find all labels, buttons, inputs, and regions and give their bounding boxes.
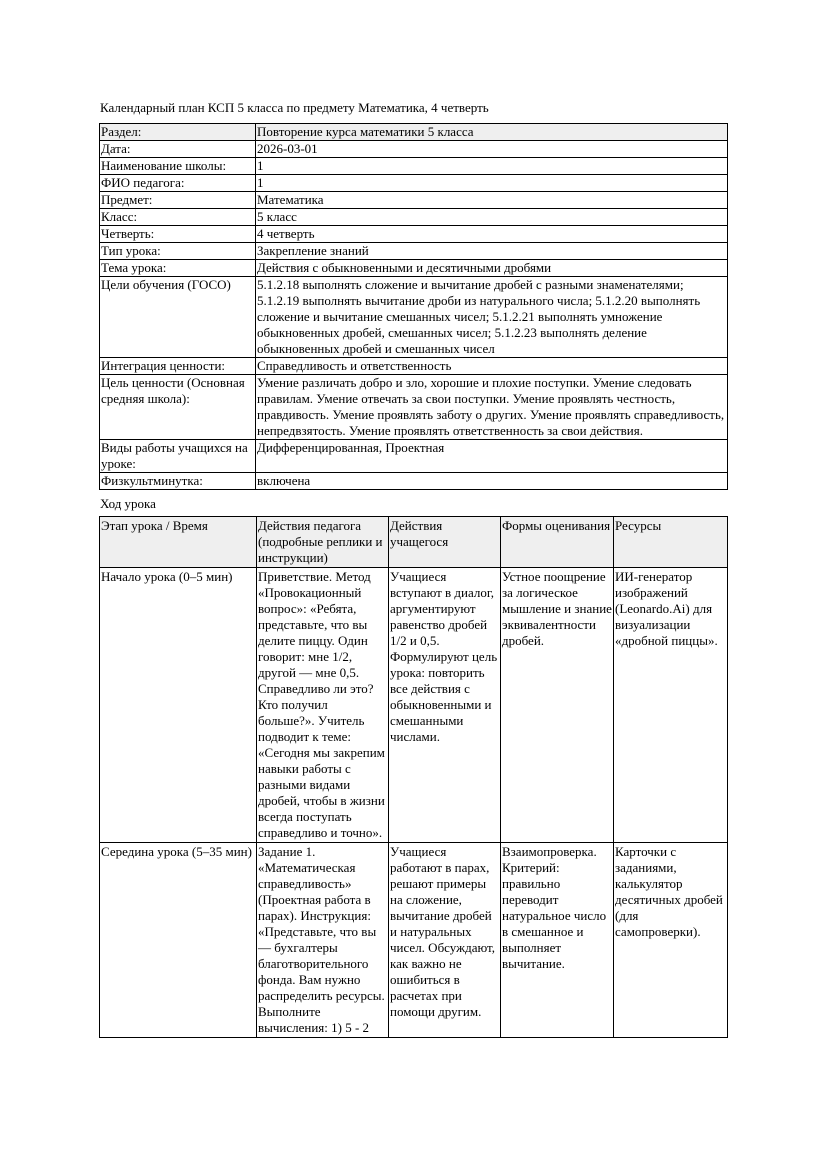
flow-cell-teacher: Приветствие. Метод «Провокационный вопрос»: «Ребята, представьте, что вы делите пиццу. Один говорит: мне 1/2, другой — мне 0,5. Справедливо ли это? Кто получил больше?». Учитель подводит к теме: «Сегодня мы закрепим навыки работы с разными видами дробей, чтобы в жизни всегда поступать справедливо и точно». <box>257 568 389 843</box>
info-label: Виды работы учащихся на уроке: <box>100 440 256 473</box>
info-row <box>100 175 728 192</box>
header-stage: Этап урока / Время <box>100 517 257 568</box>
info-row <box>100 158 728 175</box>
flow-cell-stage: Середина урока (5–35 мин) <box>100 843 257 1038</box>
info-row <box>100 375 728 440</box>
info-row <box>100 192 728 209</box>
info-value: 1 <box>256 175 728 192</box>
flow-cell-stage: Начало урока (0–5 мин) <box>100 568 257 843</box>
header-assessment: Формы оценивания <box>501 517 614 568</box>
lesson-flow-table <box>99 516 728 1038</box>
info-row <box>100 209 728 226</box>
flow-header-row <box>100 517 728 568</box>
info-row <box>100 473 728 490</box>
flow-cell-resources: Карточки с заданиями, калькулятор десятичных дробей (для самопроверки). <box>614 843 728 1038</box>
info-value: 5 класс <box>256 209 728 226</box>
info-value: Умение различать добро и зло, хорошие и плохие поступки. Умение следовать правилам. Умение отвечать за свои поступки. Умение проявлять честность, правдивость. Умение проявлять заботу о других. Умение проявлять справедливость, непредвзятость. Умение проявлять ответственность за свои действия. <box>256 375 728 440</box>
info-label: Интеграция ценности: <box>100 358 256 375</box>
info-label: Раздел: <box>100 124 256 141</box>
lesson-flow-title: Ход урока <box>100 496 156 511</box>
flow-cell-resources: ИИ-генератор изображений (Leonardo.Ai) для визуализации «дробной пиццы». <box>614 568 728 843</box>
lesson-info-table <box>99 123 728 490</box>
info-value: Справедливость и ответственность <box>256 358 728 375</box>
info-row <box>100 124 728 141</box>
info-label: Класс: <box>100 209 256 226</box>
info-value: 1 <box>256 158 728 175</box>
flow-row <box>100 568 728 843</box>
info-value: 4 четверть <box>256 226 728 243</box>
info-label: Цель ценности (Основная средняя школа): <box>100 375 256 440</box>
flow-cell-teacher: Задание 1. «Математическая справедливость» (Проектная работа в парах). Инструкция: «Представьте, что вы — бухгалтеры благотворительного фонда. Вам нужно распределить ресурсы. Выполните вычисления: 1) 5 - 2 <box>257 843 389 1038</box>
info-value: Повторение курса математики 5 класса <box>256 124 728 141</box>
info-value: Математика <box>256 192 728 209</box>
info-label: Тип урока: <box>100 243 256 260</box>
flow-row <box>100 843 728 1038</box>
document-title: Календарный план КСП 5 класса по предмету Математика, 4 четверть <box>100 100 489 115</box>
info-row <box>100 226 728 243</box>
info-value: 2026-03-01 <box>256 141 728 158</box>
info-label: Дата: <box>100 141 256 158</box>
info-row <box>100 141 728 158</box>
info-row <box>100 243 728 260</box>
info-value: Действия с обыкновенными и десятичными дробями <box>256 260 728 277</box>
info-row <box>100 440 728 473</box>
flow-cell-assessment: Взаимопроверка. Критерий: правильно переводит натуральное число в смешанное и выполняет вычитание. <box>501 843 614 1038</box>
header-students: Действия учащегося <box>389 517 501 568</box>
info-label: Цели обучения (ГОСО) <box>100 277 256 358</box>
header-resources: Ресурсы <box>614 517 728 568</box>
header-teacher: Действия педагога (подробные реплики и инструкции) <box>257 517 389 568</box>
info-value: включена <box>256 473 728 490</box>
flow-cell-assessment: Устное поощрение за логическое мышление и знание эквивалентности дробей. <box>501 568 614 843</box>
info-label: Предмет: <box>100 192 256 209</box>
info-row <box>100 358 728 375</box>
info-value: 5.1.2.18 выполнять сложение и вычитание дробей с разными знаменателями; 5.1.2.19 выполнять вычитание дроби из натурального числа; 5.1.2.20 выполнять сложение и вычитание смешанных чисел; 5.1.2.21 выполнять умножение обыкновенных дробей, смешанных чисел; 5.1.2.23 выполнять деление обыкновенных дробей и смешанных чисел <box>256 277 728 358</box>
info-label: Физкультминутка: <box>100 473 256 490</box>
info-label: Наименование школы: <box>100 158 256 175</box>
info-value: Закрепление знаний <box>256 243 728 260</box>
info-value: Дифференцированная, Проектная <box>256 440 728 473</box>
info-row <box>100 260 728 277</box>
info-label: ФИО педагога: <box>100 175 256 192</box>
info-row <box>100 277 728 358</box>
flow-cell-students: Учащиеся работают в парах, решают примеры на сложение, вычитание дробей и натуральных чисел. Обсуждают, как важно не ошибиться в расчетах при помощи другим. <box>389 843 501 1038</box>
flow-cell-students: Учащиеся вступают в диалог, аргументируют равенство дробей 1/2 и 0,5. Формулируют цель урока: повторить все действия с обыкновенными и смешанными числами. <box>389 568 501 843</box>
info-label: Тема урока: <box>100 260 256 277</box>
info-label: Четверть: <box>100 226 256 243</box>
